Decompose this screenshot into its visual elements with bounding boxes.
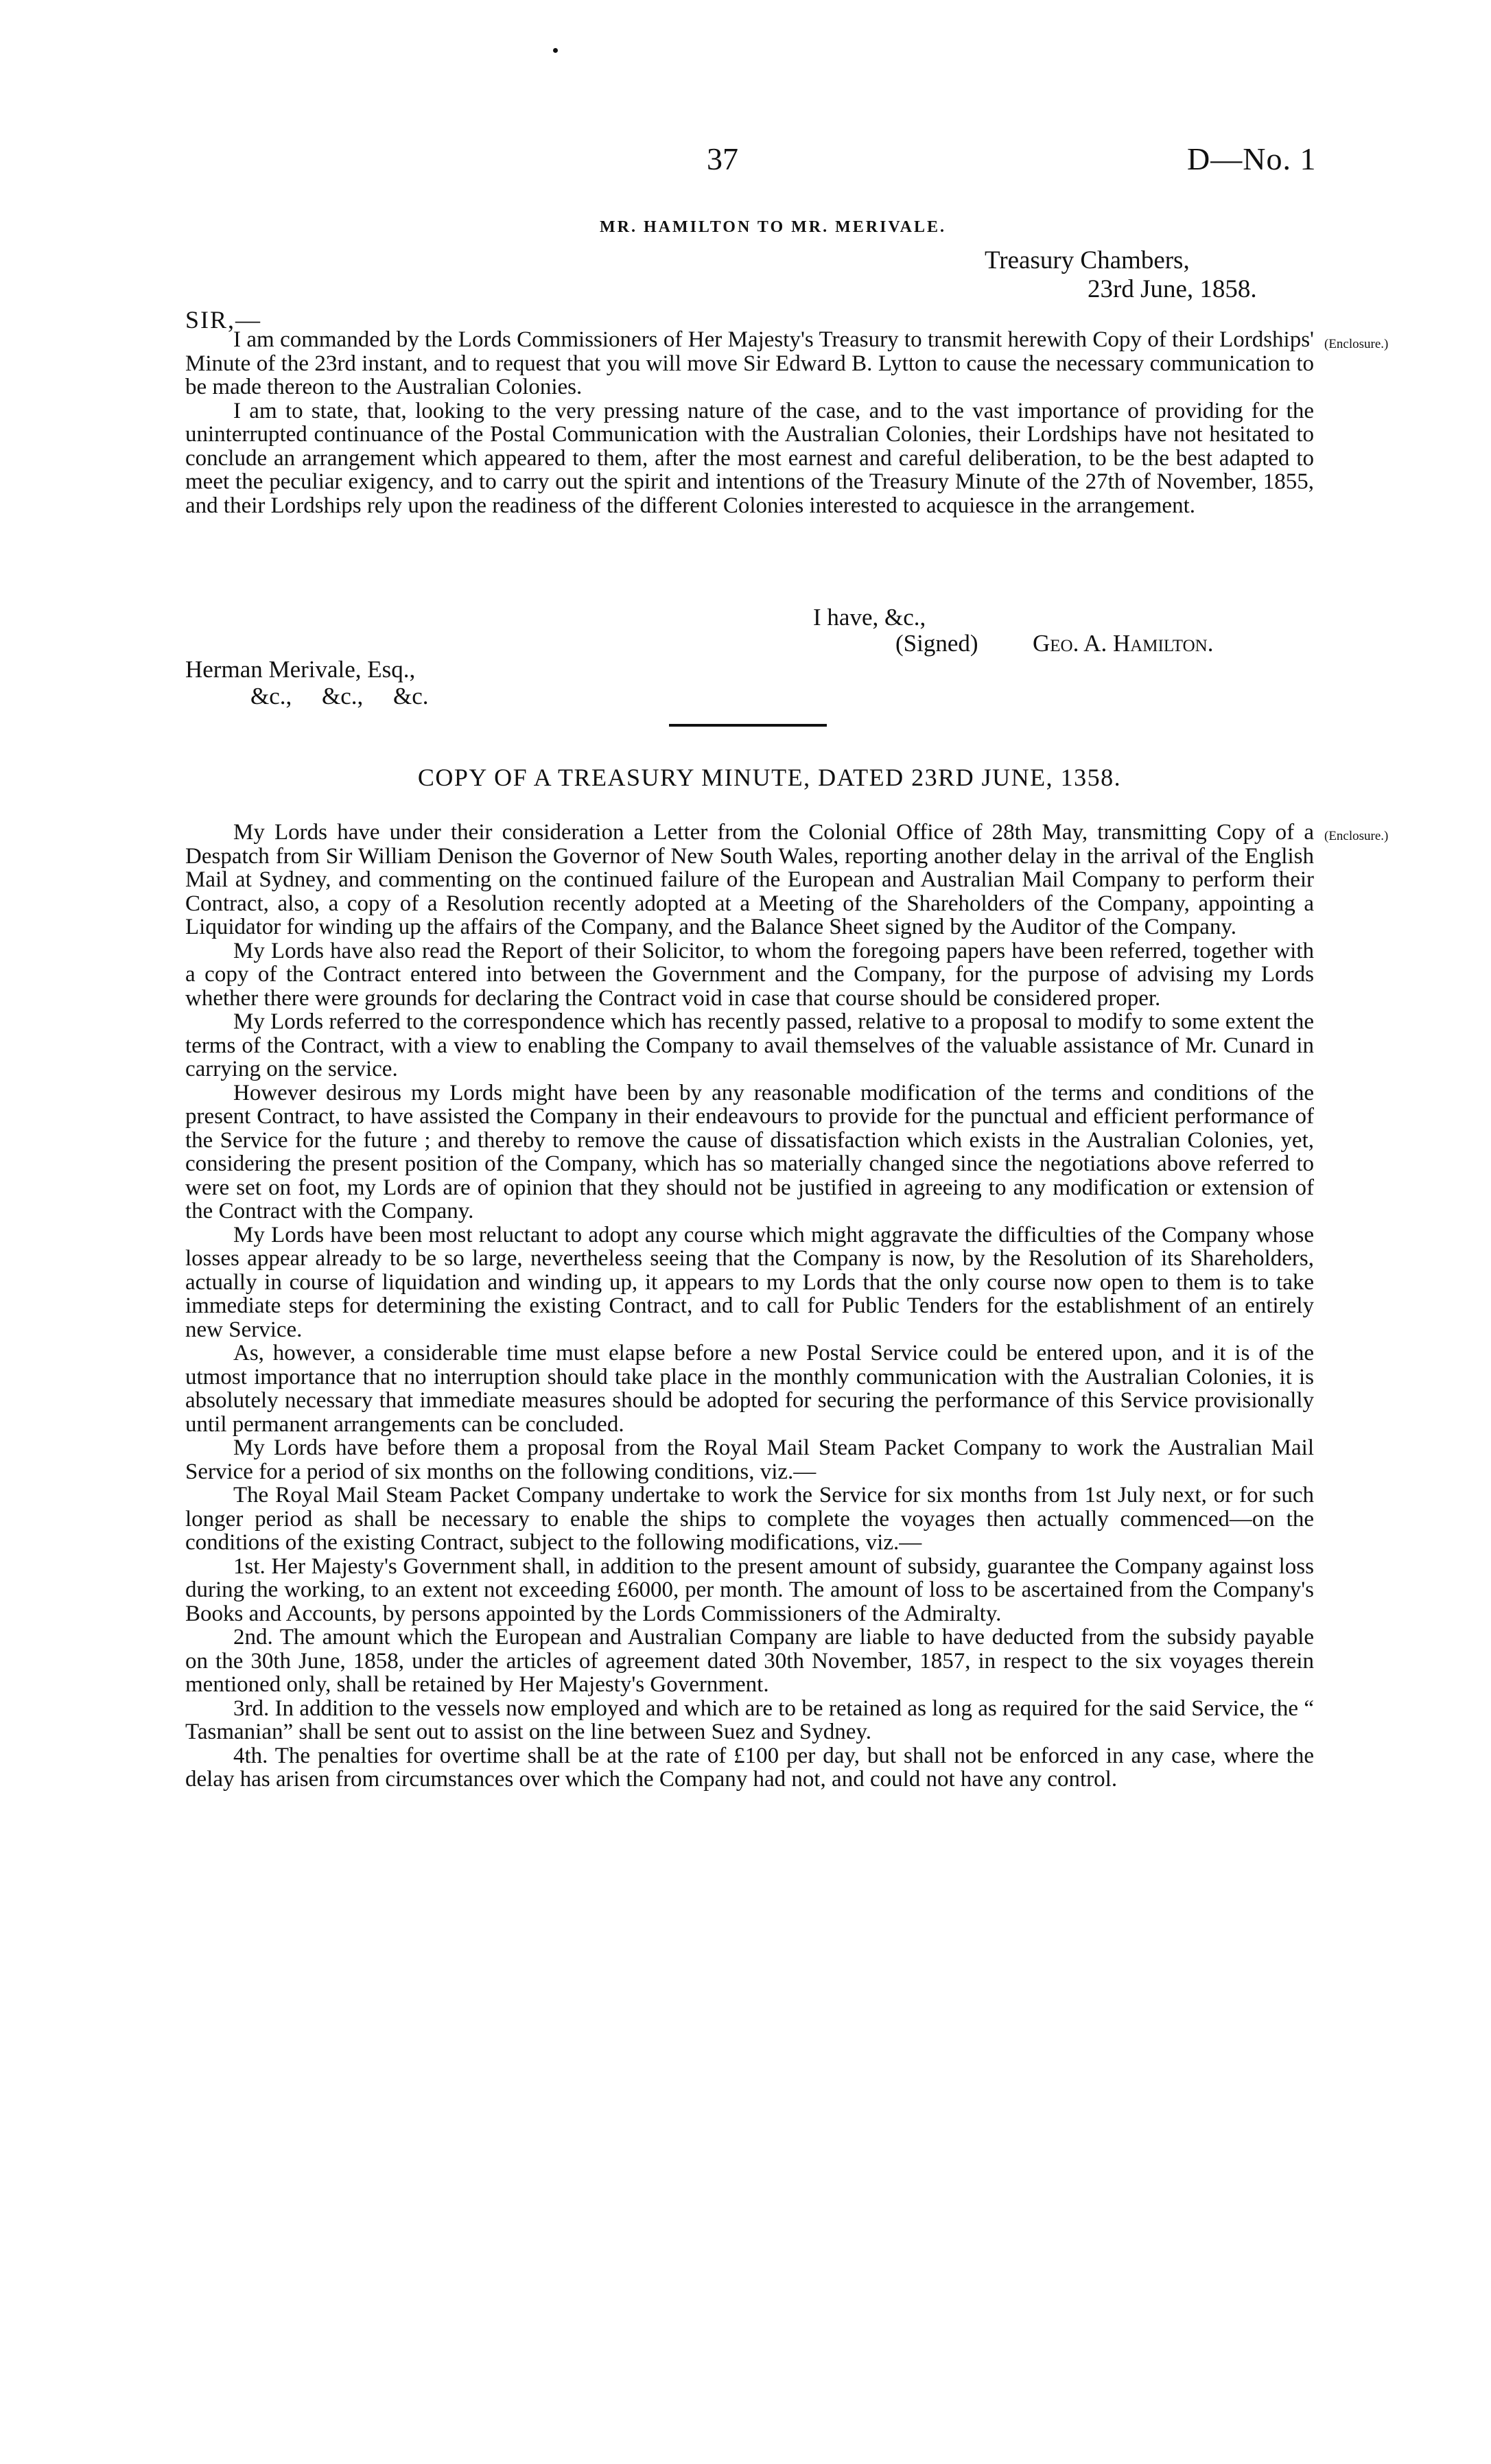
ink-mark [553,48,558,53]
minute-paragraph: My Lords have also read the Report of their Solicitor, to whom the foregoing papers have been referred, together with a copy of the Contract entered into between the Government and the Company, for the purpose of advising my Lords whether there were grounds for declaring the Contract void in case that course should be considered proper. [185,938,1314,1011]
minute-paragraph: My Lords have under their consideration a Letter from the Colonial Office of 28th May, transmitting Copy of a Despatch from Sir William Denison the Governor of New South Wales, reporting another delay in the arrival of the English Mail at Sydney, and commenting on the continued failure of the European and Australian Mail Company to perform their Contract, also, a copy of a Resolution recently adopted at a Meeting of the Shareholders of the Company, appointing a Liquidator for winding up the affairs of the Company, and the Balance Sheet signed by the Auditor of the Company. [185,820,1314,939]
minute-paragraph: As, however, a considerable time must elapse before a new Postal Service could be entered upon, and it is of the utmost importance that no interruption should take place in the monthly communication with the Australian Colonies, it is absolutely necessary that immediate measures should be adopted for securing the performance of this Service provisionally until permanent arrangements can be concluded. [185,1341,1314,1437]
minute-paragraph: 2nd. The amount which the European and Australian Company are liable to have deducted from the subsidy payable on the 30th June, 1858, under the articles of agreement dated 30th November, 1857, in respect to the six voyages therein mentioned only, shall be retained by Her Majesty's Government. [185,1625,1314,1697]
minute-paragraph: 4th. The penalties for overtime shall be at the rate of £100 per day, but shall not be enforced in any case, where the delay has arisen from circumstances over which the Company had not, and could not have any control. [185,1743,1314,1792]
address-line-1: Treasury Chambers, [985,246,1190,274]
minute-paragraph: My Lords referred to the correspondence which has recently passed, relative to a proposal to modify to some extent the terms of the Contract, with a view to enabling the Company to avail themselves of the valuable assistance of Mr. Cunard in carrying on the service. [185,1009,1314,1081]
minute-paragraph: My Lords have before them a proposal from the Royal Mail Steam Packet Company to work the Australian Mail Service for a period of six months on the following conditions, viz.— [185,1435,1314,1484]
page-number: 37 [707,141,738,176]
enclosure-note: (Enclosure.) [1324,829,1389,843]
minute-paragraph: However desirous my Lords might have been by any reasonable modification of the terms and conditions of the present Contract, to have assisted the Company in their endeavours to provide for the punctual and efficient performance of the Service for the future ; and thereby to remove the cause of dissatisfaction which exists in the Australian Colonies, yet, considering the present position of the Company, which has so materially changed since the negotiations above referred to were set on foot, my Lords are of opinion that they should not be justified in agreeing to any modification or extension of the Contract with the Company. [185,1080,1314,1223]
minute-title: COPY OF A TREASURY MINUTE, DATED 23RD JUNE, 1358. [417,764,1122,791]
address-line-2: 23rd June, 1858. [1088,275,1257,303]
document-id: D—No. 1 [1187,141,1317,176]
letter-paragraph: I am to state, that, looking to the very pressing nature of the case, and to the vast importance of providing for the uninterrupted continuance of the Postal Communication with the Australian Colonies, their Lordships have not hesitated to conclude an arrangement which appeared to them, after the most earnest and careful deliberation, to be the best adapted to meet the peculiar exigency, and to carry out the spirit and intentions of the Treasury Minute of the 27th of November, 1855, and their Lordships rely upon the readiness of the different Colonies interested to acquiesce in the arrangement. [185,398,1314,518]
signed-label: (Signed) [895,630,978,657]
letter-paragraph: I am commanded by the Lords Commissioners of Her Majesty's Treasury to transmit herewith Copy of their Lordships' Minute of the 23rd instant, and to request that you will move Sir Edward B. Lytton to cause the necessary communication to be made thereon to the Australian Colonies. [185,327,1314,399]
minute-paragraph: 1st. Her Majesty's Government shall, in addition to the present amount of subsidy, guarantee the Company against loss during the working, to an extent not exceeding £6000, per month. The amount of loss to be ascertained from the Company's Books and Accounts, by persons appointed by the Lords Commissioners of the Admiralty. [185,1553,1314,1626]
minute-paragraph: 3rd. In addition to the vessels now employed and which are to be retained as long as required for the said Service, the “ Tasmanian” shall be sent out to assist on the line between Suez and Sydney. [185,1696,1314,1744]
minute-body [185,821,1314,1792]
salutation: SIR,— [185,306,262,333]
closing: I have, &c., [813,604,926,631]
addressee-name: Herman Merivale, Esq., [185,656,416,683]
letter-heading: MR. HAMILTON TO MR. MERIVALE. [599,218,947,236]
signature: Geo. A. Hamilton. [1033,630,1214,657]
letter-body [185,328,1314,517]
minute-paragraph: My Lords have been most reluctant to adopt any course which might aggravate the difficulties of the Company whose losses appear already to be so large, nevertheless seeing that the Company is now, by the Resolution of its Shareholders, actually in course of liquidation and winding up, it appears to my Lords that the only course now open to them is to take immediate steps for determining the existing Contract, and to call for Public Tenders for the establishment of an entirely new Service. [185,1222,1314,1342]
enclosure-note: (Enclosure.) [1324,337,1389,351]
addressee-etc: &c., &c., &c. [250,683,429,709]
minute-paragraph: The Royal Mail Steam Packet Company undertake to work the Service for six months from 1st July next, or for such longer period as shall be necessary to enable the ships to complete the voyages then actually commenced—on the conditions of the existing Contract, subject to the following modifications, viz.— [185,1483,1314,1555]
section-divider [669,724,827,727]
